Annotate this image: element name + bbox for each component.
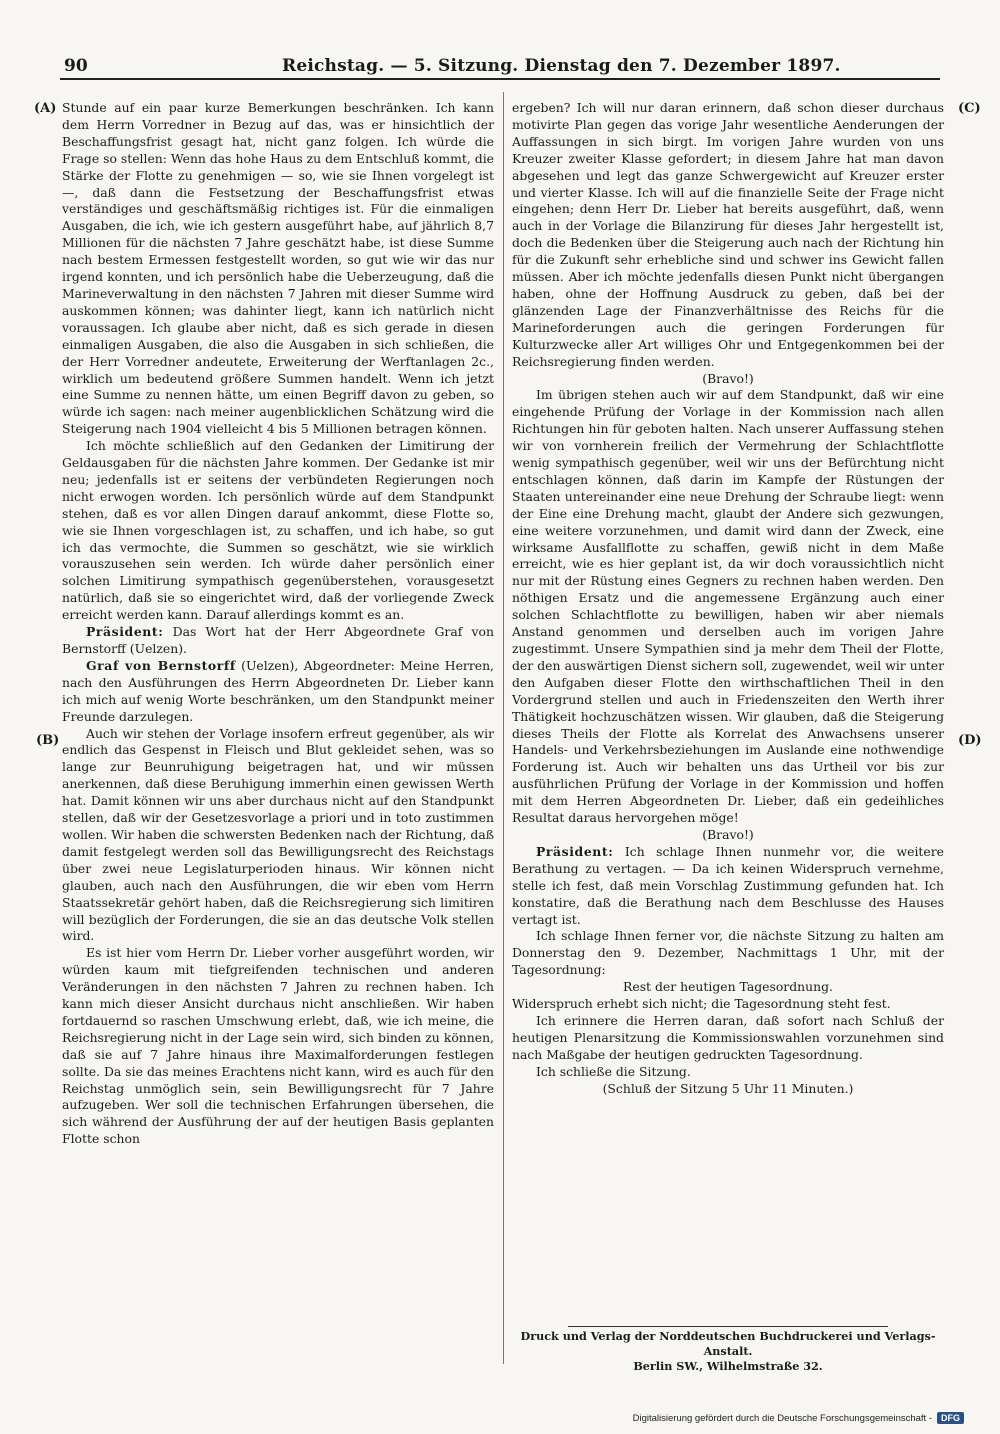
page-header — [60, 56, 940, 80]
column-divider — [503, 92, 504, 1364]
speech-text: Das Wort hat der Herr Abgeordnete Graf von Bernstorff (Uelzen). — [62, 624, 494, 656]
paragraph: Auch wir stehen der Vorlage insofern erfreut gegenüber, als wir endlich das Gespenst in Fleisch und Blut gekleidet sehen, was so lange zur Beunruhigung beigetragen hat, und wir müssen anerkennen, daß diese Beruhigung immerhin einen gewissen Werth hat. Damit können wir uns aber durchaus nicht auf den Standpunkt stellen, daß wir der Gesetzesvorlage a priori und in toto zustimmen wollen. Wir haben die schwersten Bedenken nach der Richtung, daß damit festgelegt werden soll das Bewilligungsrecht des Reichstags über zwei neue Legislaturperioden hinaus. Wir können nicht glauben, auch nach den Ausführungen, die wir eben vom Herrn Staatssekretär gehört haben, daß die Reichsregierung sich limitiren will bezüglich der Forderungen, die sie an das deutsche Volk stellen wird. — [62, 725, 494, 944]
paragraph — [62, 624, 494, 658]
speech-text: Ich schlage Ihnen nunmehr vor, die weitere Berathung zu vertagen. — Da ich keinen Widerspruch vernehme, stelle ich fest, daß mein Vorschlag Zustimmung gefunden hat. Ich konstatire, daß die Berathung nach dem Beschlusse des Hauses vertagt ist. — [512, 843, 944, 927]
paragraph: Ich schließe die Sitzung. — [536, 1063, 691, 1079]
paragraph — [62, 658, 494, 726]
paragraph — [512, 844, 944, 929]
paragraph: Ich erinnere die Herren daran, daß sofort nach Schluß der heutigen Plenarsitzung die Kommissionswahlen vorzunehmen sind nach Maßgabe der heutigen gedruckten Tagesordnung. — [512, 1012, 944, 1062]
margin-label-a: (A) — [34, 101, 57, 116]
applause-note: (Bravo!) — [702, 826, 754, 842]
margin-label-d: (D) — [958, 733, 982, 748]
dfg-logo: DFG — [937, 1412, 964, 1424]
paragraph: Es ist hier vom Herrn Dr. Lieber vorher ausgeführt worden, wir würden kaum mit tiefgreifenden technischen und anderen Veränderungen in den nächsten 7 Jahren zu rechnen haben. Ich kann mich dieser Ansicht durchaus nicht anschließen. Wir haben fortdauernd so raschen Umschwung erlebt, daß, wie ich meine, die Reichsregierung nicht in der Lage sein wird, sich binden zu können, daß sie auf 7 Jahre hinaus ihre Maximalforderungen festlegen sollte. Da sie das meines Erachtens nicht kann, wird es auch für den Reichstag unmöglich sein, sein Bewilligungsrecht für 7 Jahre aufzugeben. Wer soll die technischen Erfahrungen übersehen, die sich während der Ausführung der auf der heutigen Basis geplanten Flotte schon — [62, 945, 494, 1147]
left-column — [62, 100, 494, 1148]
closing-note: (Schluß der Sitzung 5 Uhr 11 Minuten.) — [602, 1080, 854, 1096]
margin-label-b: (B) — [36, 733, 60, 748]
paragraph: Im übrigen stehen auch wir auf dem Standpunkt, daß wir eine eingehende Prüfung der Vorlage in der Kommission nach allen Richtungen hin für geboten halten. Nach unserer Auffassung stehen wir von vornherein freilich der Vermehrung der Schlachtflotte wenig sympathisch gegenüber, weil wir uns der Befürchtung nicht entschlagen können, daß darin im Kampfe der Rüstungen der Staaten untereinander eine neue Drehung der Schraube liegt: wenn der Eine eine Drehung macht, glaubt der Andere sich gezwungen, eine weitere vorzunehmen, und damit wird dann der Zweck, eine wirksame Ausfallflotte zu schaffen, gewiß nicht in dem Maße erreicht, wie es hier geplant ist, da wir doch voraussichtlich nicht nur mit der Rüstung eines Gegners zu rechnen haben werden. Den nöthigen Ersatz und die angemessene Ergänzung auch einer solchen Schlachtflotte zu bewilligen, haben wir aber niemals Anstand genommen und derselben auch im vorigen Jahre zugestimmt. Unsere Sympathien sind ja mehr dem Theil der Flotte, der den auswärtigen Dienst sichern soll, zugewendet, weil wir unter den Aufgaben dieser Flotte den wirthschaftlichen Theil in den Vordergrund stellen und auch in Friedenszeiten den Werth ihrer Thätigkeit hochzuschätzen wissen. Wir glauben, daß die Steigerung dieses Theils der Flotte als Korrelat des Anwachsens unserer Handels- und Verkehrsbeziehungen im Auslande eine nothwendige Forderung ist. Auch wir behalten uns das Urtheil vor bis zur ausführlichen Prüfung der Vorlage in der Kommission und hoffen mit dem Herren Abgeordneten Dr. Lieber, daß ein gedeihliches Resultat daraus hervorgehen möge! — [512, 387, 944, 826]
paragraph: Widerspruch erhebt sich nicht; die Tagesordnung steht fest. — [512, 996, 891, 1012]
imprint — [512, 1329, 944, 1374]
imprint-line: Druck und Verlag der Norddeutschen Buchdruckerei und Verlags-Anstalt. — [520, 1329, 936, 1358]
speaker-name: Präsident: — [536, 843, 614, 859]
footer-text: Digitalisierung gefördert durch die Deutsche Forschungsgemeinschaft - — [632, 1412, 932, 1424]
paragraph: Ich möchte schließlich auf den Gedanken der Limitirung der Geldausgaben für die nächsten Jahre kommen. Der Gedanke ist mir neu; jedenfalls ist er seitens der verbündeten Regierungen noch nicht erwogen worden. Ich persönlich würde auf dem Standpunkt stehen, daß es vor allen Dingen darauf ankommt, diese Flotte so, wie sie Ihnen vorgeschlagen ist, zu schaffen, und ich habe, so gut ich das vermochte, die Summen so geschätzt, wie sie wirklich vorauszusehen sein werden. Ich würde daher persönlich einer solchen Limitirung sympathisch gegenüberstehen, vorausgesetzt natürlich, daß sie so eingerichtet wird, daß der vorliegende Zweck erreicht werden kann. Darauf allerdings kommt es an. — [62, 438, 494, 623]
digitization-footer — [633, 1412, 964, 1424]
speech-text: (Uelzen), Abgeordneter: Meine Herren, nach den Ausführungen des Herrn Abgeordneten Dr. Lieber kann ich mich auf wenig Worte beschränken, um den Standpunkt meiner Freunde darzulegen. — [62, 657, 494, 724]
margin-label-c: (C) — [958, 101, 981, 116]
speaker-name: Präsident: — [86, 624, 164, 640]
applause-note: (Bravo!) — [702, 370, 754, 386]
paragraph: Stunde auf ein paar kurze Bemerkungen beschränken. Ich kann dem Herrn Vorredner in Bezug auf das, was er hinsichtlich der Beschaffungsfrist gesagt hat, nicht ganz folgen. Ich würde die Frage so stellen: Wenn das hohe Haus zu dem Entschluß kommt, die Stärke der Flotte zu genehmigen — so, wie sie Ihnen vorgelegt ist —, daß dann die Festsetzung der Beschaffungsfrist etwas verständiges und geschäftsmäßig richtiges ist. Für die einmaligen Ausgaben, die ich, wie ich gestern ausgeführt habe, auf jährlich 8,7 Millionen für die nächsten 7 Jahre geschätzt habe, ist diese Summe nach bestem Ermessen festgestellt worden, so gut wie wir das nur irgend konnten, und ich persönlich habe die Ueberzeugung, daß die Marineverwaltung in den nächsten 7 Jahren mit dieser Summe wird auskommen können; was dahinter liegt, kann ich natürlich nicht voraussagen. Ich glaube aber nicht, daß es sich gerade in diesen einmaligen Ausgaben, die also die Ausgaben in sich schließen, die der Herr Vorredner andeutete, Erweiterung der Werftanlagen 2c., wirklich um bedeutend größere Summen handelt. Wenn ich jetzt eine Summe zu nennen hätte, um einen Begriff davon zu geben, so würde ich sagen: nach meiner augenblicklichen Schätzung wird die Steigerung nach 1904 vielleicht 4 bis 5 Millionen betragen können. — [62, 100, 495, 437]
right-column — [512, 100, 944, 1097]
running-title: Reichstag. — 5. Sitzung. Dienstag den 7. Dezember 1897. — [282, 56, 841, 76]
imprint-rule — [568, 1326, 888, 1327]
paragraph: Ich schlage Ihnen ferner vor, die nächste Sitzung zu halten am Donnerstag den 9. Dezember, Nachmittags 1 Uhr, mit der Tagesordnung: — [512, 928, 944, 978]
paragraph: ergeben? Ich will nur daran erinnern, daß schon dieser durchaus motivirte Plan gegen das vorige Jahr wesentliche Aenderungen der Auffassungen in sich birgt. Im vorigen Jahre wurden von uns Kreuzer zweiter Klasse gefordert; in diesem Jahre hat man davon abgesehen und legt das ganze Schwergewicht auf Kreuzer erster und vierter Klasse. Ich will auf die finanzielle Seite der Frage nicht eingehen; denn Herr Dr. Lieber hat bereits ausgeführt, daß, wenn auch in der Vorlage die Bilanzirung für dieses Jahr hergestellt ist, doch die Bedenken über die Steigerung auch nach der Richtung hin für die Zukunft sehr erhebliche sind und schwer ins Gewicht fallen müssen. Aber ich möchte jedenfalls diesen Punkt nicht übergangen haben, ohne der Hoffnung Ausdruck zu geben, daß bei der glänzenden Lage der Finanzverhältnisse des Reichs für die Marineforderungen auch die geringen Forderungen für Kulturzwecke aller Art williges Ohr und Entgegenkommen bei der Reichsregierung finden werden. — [512, 100, 944, 369]
page-number: 90 — [64, 56, 88, 76]
agenda-item: Rest der heutigen Tagesordnung. — [623, 979, 833, 995]
speaker-name: Graf von Bernstorff — [86, 657, 236, 673]
imprint-line: Berlin SW., Wilhelmstraße 32. — [633, 1359, 823, 1373]
